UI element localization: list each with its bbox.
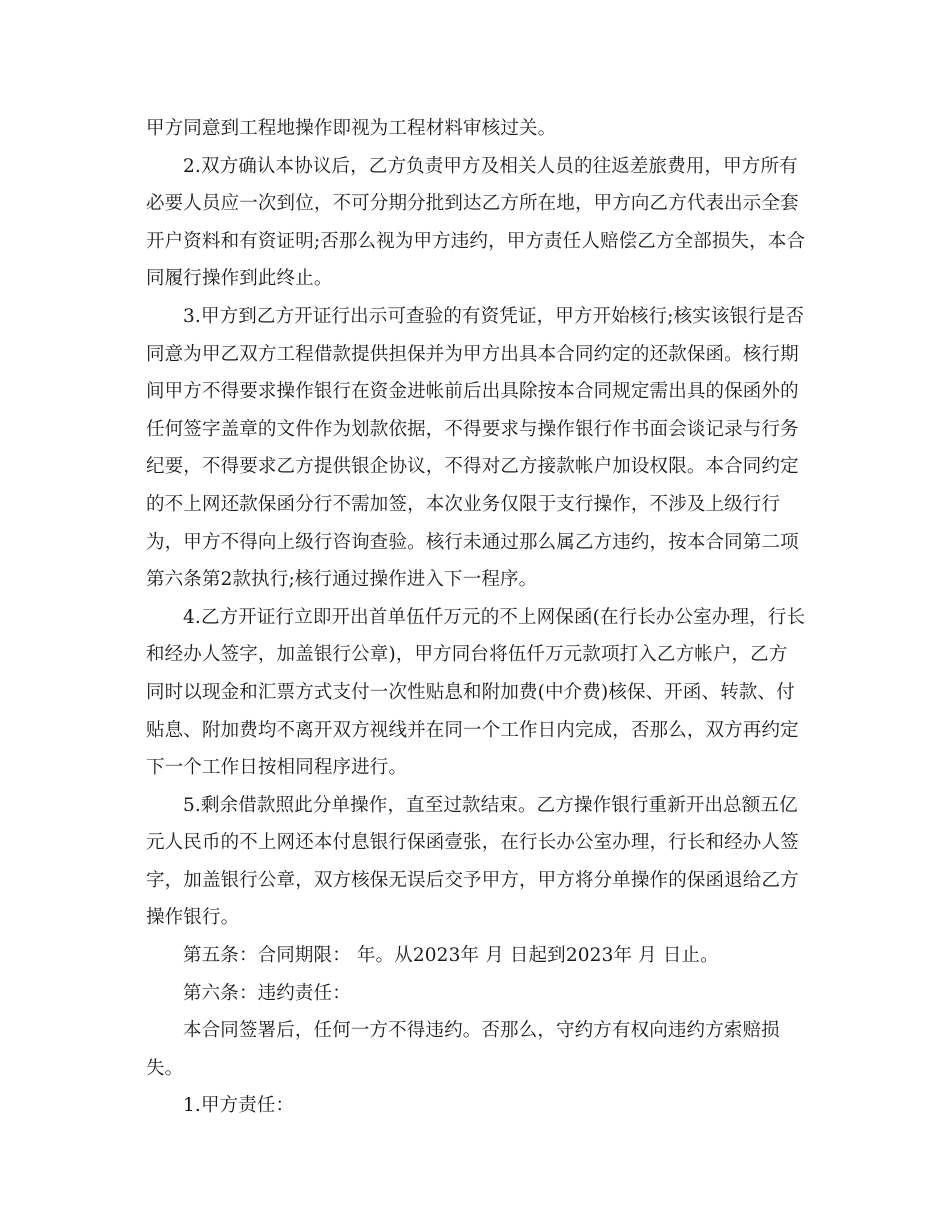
paragraph-clause-3: 3.甲方到乙方开证行出示可查验的有资凭证，甲方开始核行;核实该银行是否同意为甲乙双方工程借款提供担保并为甲方出具本合同约定的还款保函。核行期间甲方不得要求操作银行在资金进帐前后出具除按本合同规定需出具的保函外的任何签字盖章的文件作为划款依据，不得要求与操作银行作书面会谈记录与行务纪要，不得要求乙方提供银企协议，不得对乙方接款帐户加设权限。本合同约定的不上网还款保函分行不需加签，本次业务仅限于支行操作，不涉及上级行行为，甲方不得向上级行咨询查验。核行未通过那么属乙方违约，按本合同第二项第六条第2款执行;核行通过操作进入下一程序。 <box>146 305 805 591</box>
paragraph-clause-4: 4.乙方开证行立即开出首单伍仟万元的不上网保函(在行长办公室办理，行长和经办人签字，加盖银行公章)，甲方同台将伍仟万元款项打入乙方帐户，乙方同时以现金和汇票方式支付一次性贴息和附加费(中介费)核保、开函、转款、付贴息、附加费均不离开双方视线并在同一个工作日内完成，否那么，双方再约定下一个工作日按相同程序进行。 <box>146 606 806 779</box>
paragraph-clause-5: 5.剩余借款照此分单操作，直至过款结束。乙方操作银行重新开出总额五亿元人民币的不上网还本付息银行保函壹张，在行长办公室办理，行长和经办人签字，加盖银行公章，双方核保无误后交予甲方，甲方将分单操作的保函退给乙方操作银行。 <box>146 794 799 929</box>
paragraph-article-5-term: 第五条：合同期限： 年。从2023年 月 日起到2023年 月 日止。 <box>183 945 719 967</box>
document-body <box>146 110 806 1125</box>
paragraph-article-6-heading: 第六条：违约责任： <box>183 982 351 1004</box>
paragraph-breach-statement: 本合同签署后，任何一方不得违约。否那么，守约方有权向违约方索赔损失。 <box>146 1020 780 1079</box>
paragraph-clause-2: 2.双方确认本协议后，乙方负责甲方及相关人员的往返差旅费用，甲方所有必要人员应一次到位，不可分期分批到达乙方所在地，甲方向乙方代表出示全套开户资料和有资证明;否那么视为甲方违约，甲方责任人赔偿乙方全部损失，本合同履行操作到此终止。 <box>146 155 806 290</box>
paragraph-party-a-liability: 1.甲方责任： <box>183 1095 295 1117</box>
paragraph-continuation: 甲方同意到工程地操作即视为工程材料审核过关。 <box>146 118 557 139</box>
